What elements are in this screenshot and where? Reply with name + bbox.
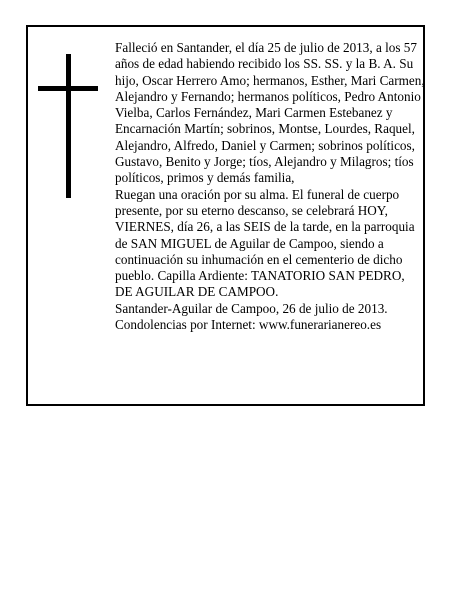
notice-text <box>115 40 425 333</box>
cross-vertical-bar <box>66 54 71 198</box>
cross-icon <box>38 54 98 198</box>
condolences-line: Condolencias por Internet: www.funerarianereo.es <box>115 317 382 333</box>
cross-horizontal-bar <box>38 86 98 91</box>
place-date-line: Santander-Aguilar de Campoo, 26 de julio de 2013. <box>115 300 388 316</box>
funeral-paragraph: Ruegan una oración por su alma. El funeral de cuerpo presente, por su eterno descanso, se celebrará HOY, VIERNES, día 26, a las SEIS de la tarde, en la parroquia de SAN MIGUEL de Aguilar de Campoo, siendo a continuación su inhumación en el cementerio de dicho pueblo. Capilla Ardiente: TANATORIO SAN PEDRO, DE AGUILAR DE CAMPOO. <box>115 186 415 300</box>
announcement-paragraph: Falleció en Santander, el día 25 de julio de 2013, a los 57 años de edad habiendo recibido los SS. SS. y la B. A. Su hijo, Oscar Herrero Amo; hermanos, Esther, Mari Carmen, Alejandro y Fernando; hermanos políticos, Pedro Antonio Vielba, Carlos Fernández, Mari Carmen Estebanez y Encarnación Martín; sobrinos, Montse, Lourdes, Raquel, Alejandro, Alfredo, Daniel y Carmen; sobrinos políticos, Gustavo, Benito y Jorge; tíos, Alejandro y Milagros; tíos políticos, primos y demás familia, <box>115 40 425 186</box>
obituary-notice <box>26 25 425 406</box>
